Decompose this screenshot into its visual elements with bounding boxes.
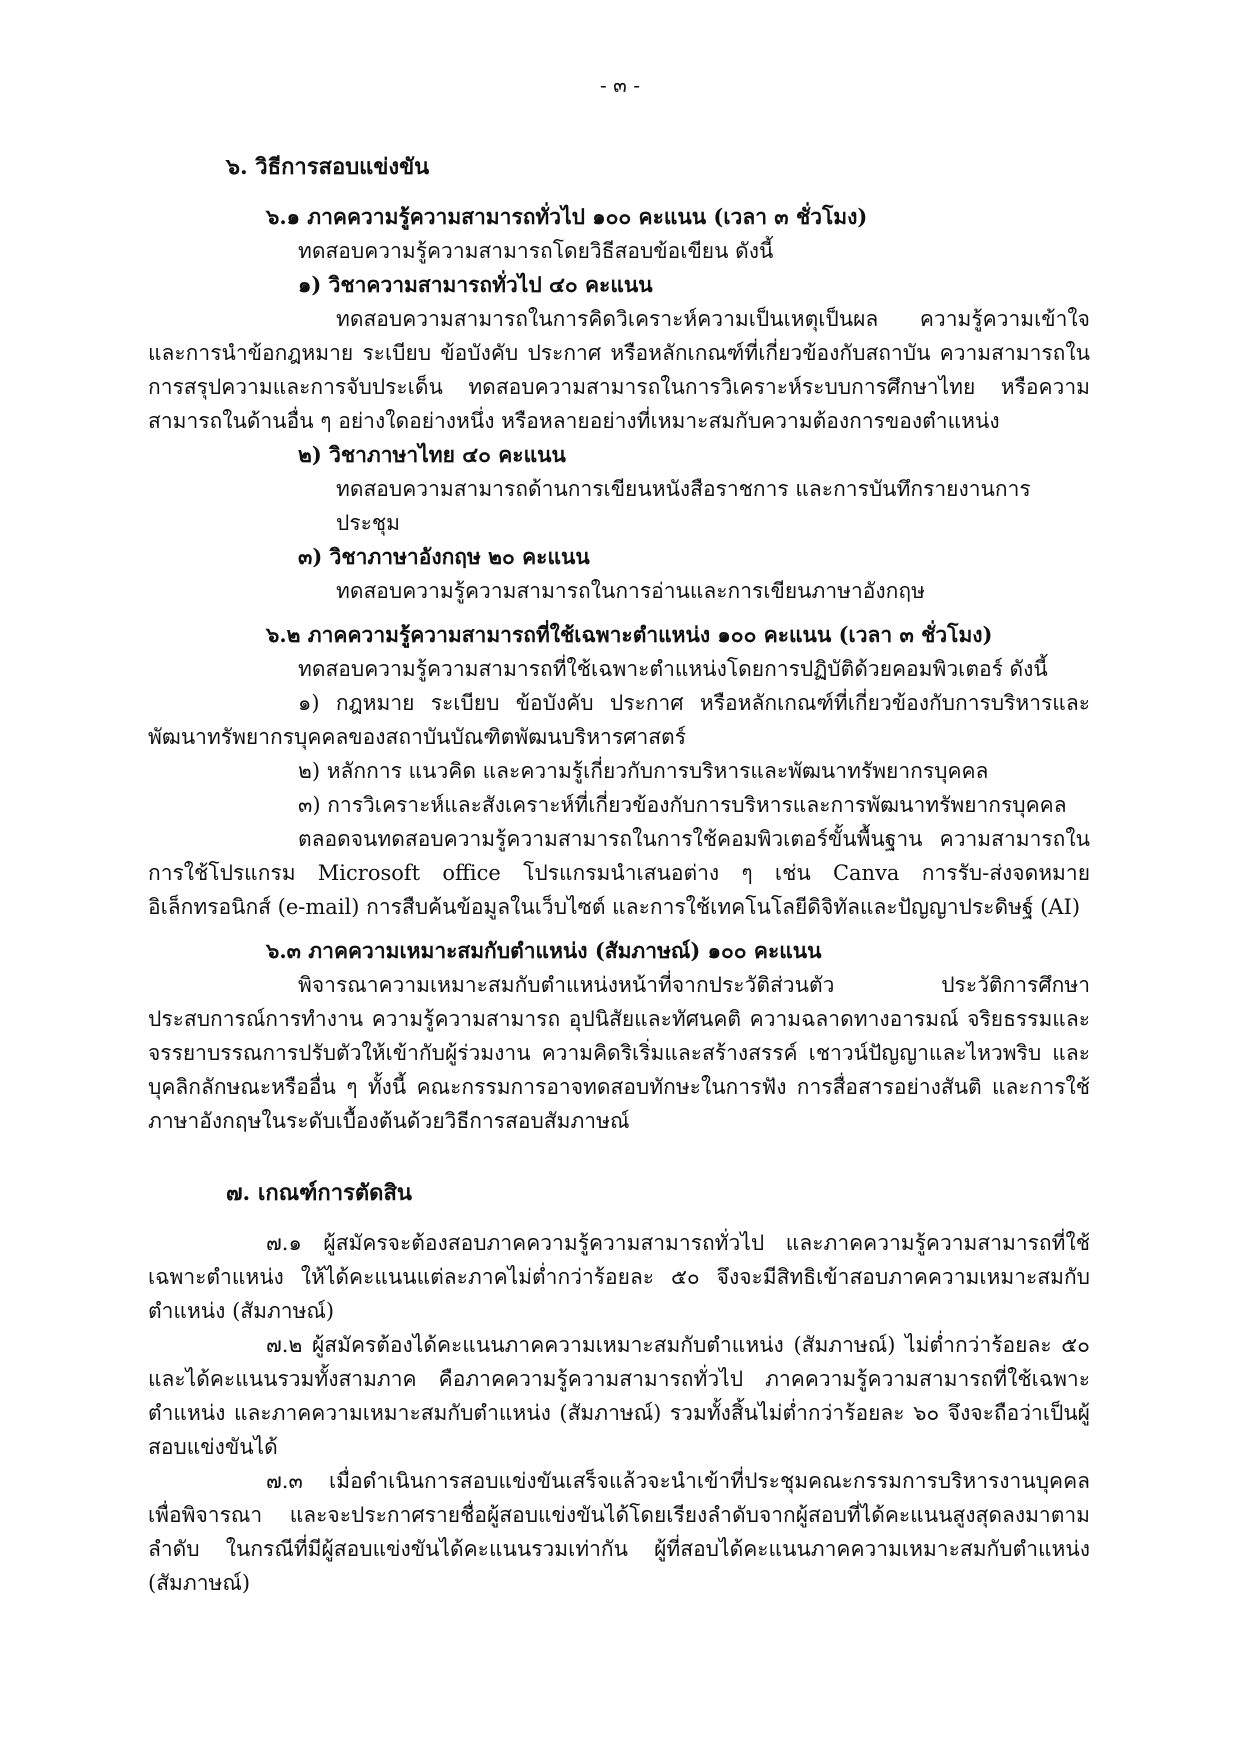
section-6-1-item-1-heading: ๑) วิชาความสามารถทั่วไป ๔๐ คะแนน bbox=[298, 272, 653, 297]
section-6-2-item-2: ๒) หลักการ แนวคิด และความรู้เกี่ยวกับการบริหารและพัฒนาทรัพยากรบุคคล bbox=[298, 759, 989, 783]
section-6-2-item-3: ๓) การวิเคราะห์และสังเคราะห์ที่เกี่ยวข้องกับการบริหารและการพัฒนาทรัพยากรบุคคล bbox=[298, 793, 1067, 817]
section-7-2-text: ๗.๒ ผู้สมัครต้องได้คะแนนภาคความเหมาะสมกับตำแหน่ง (สัมภาษณ์) ไม่ต่ำกว่าร้อยละ ๕๐ และได้คะแนนรวมทั้งสามภาค คือภาคความรู้ความสามารถทั่วไป ภาคความรู้ความสามารถที่ใช้เฉพาะตำแหน่ง และภาคความเหมาะสมกับตำแหน่ง (สัมภาษณ์) รวมทั้งสิ้นไม่ต่ำกว่าร้อยละ ๖๐ จึงจะถือว่าเป็นผู้สอบแข่งขันได้ bbox=[148, 1333, 1090, 1459]
section-6-1-item-2-text: ทดสอบความสามารถด้านการเขียนหนังสือราชการ และการบันทึกรายงานการประชุม bbox=[336, 477, 1031, 535]
section-6-1-item-1-text: ทดสอบความสามารถในการคิดวิเคราะห์ความเป็นเหตุเป็นผล ความรู้ความเข้าใจและการนำข้อกฎหมาย ระเบียบ ข้อบังคับ ประกาศ หรือหลักเกณฑ์ที่เกี่ยวข้องกับสถาบัน ความสามารถในการสรุปความและการจับประเด็น ทดสอบความสามารถในการวิเคราะห์ระบบการศึกษาไทย หรือความสามารถในด้านอื่น ๆ อย่างใดอย่างหนึ่ง หรือหลายอย่างที่เหมาะสมกับความต้องการของตำแหน่ง bbox=[148, 307, 1090, 433]
section-6-1-item-2-heading: ๒) วิชาภาษาไทย ๔๐ คะแนน bbox=[298, 442, 566, 467]
section-7-heading: ๗. เกณฑ์การตัดสิน bbox=[226, 1180, 412, 1206]
section-6-1-heading: ๖.๑ ภาคความรู้ความสามารถทั่วไป ๑๐๐ คะแนน (เวลา ๓ ชั่วโมง) bbox=[266, 204, 868, 229]
section-7-1-text: ๗.๑ ผู้สมัครจะต้องสอบภาคความรู้ความสามารถทั่วไป และภาคความรู้ความสามารถที่ใช้เฉพาะตำแหน่ง ให้ได้คะแนนแต่ละภาคไม่ต่ำกว่าร้อยละ ๕๐ จึงจะมีสิทธิเข้าสอบภาคความเหมาะสมกับตำแหน่ง (สัมภาษณ์) bbox=[148, 1231, 1090, 1323]
section-6-3-heading: ๖.๓ ภาคความเหมาะสมกับตำแหน่ง (สัมภาษณ์) ๑๐๐ คะแนน bbox=[266, 938, 822, 963]
section-7-3-text: ๗.๓ เมื่อดำเนินการสอบแข่งขันเสร็จแล้วจะนำเข้าที่ประชุมคณะกรรมการบริหารงานบุคคลเพื่อพิจารณา และจะประกาศรายชื่อผู้สอบแข่งขันได้โดยเรียงลำดับจากผู้สอบที่ได้คะแนนสูงสุดลงมาตามลำดับ ในกรณีที่มีผู้สอบแข่งขันได้คะแนนรวมเท่ากัน ผู้ที่สอบได้คะแนนภาคความเหมาะสมกับตำแหน่ง (สัมภาษณ์) bbox=[148, 1469, 1090, 1595]
document-content bbox=[148, 150, 1090, 1600]
section-6-1-intro: ทดสอบความรู้ความสามารถโดยวิธีสอบข้อเขียน ดังนี้ bbox=[298, 239, 774, 263]
page-number: - ๓ - bbox=[600, 73, 640, 97]
section-6-2-heading: ๖.๒ ภาคความรู้ความสามารถที่ใช้เฉพาะตำแหน่ง ๑๐๐ คะแนน (เวลา ๓ ชั่วโมง) bbox=[266, 622, 993, 647]
section-6-1-item-3-text: ทดสอบความรู้ความสามารถในการอ่านและการเขียนภาษาอังกฤษ bbox=[336, 579, 925, 603]
section-6-2-item-1: ๑) กฎหมาย ระเบียบ ข้อบังคับ ประกาศ หรือหลักเกณฑ์ที่เกี่ยวข้องกับการบริหารและพัฒนาทรัพยากรบุคคลของสถาบันบัณฑิตพัฒนบริหารศาสตร์ bbox=[148, 691, 1090, 749]
section-6-2-closing: ตลอดจนทดสอบความรู้ความสามารถในการใช้คอมพิวเตอร์ขั้นพื้นฐาน ความสามารถในการใช้โปรแกรม Microsoft office โปรแกรมนำเสนอต่าง ๆ เช่น Canva การรับ-ส่งจดหมายอิเล็กทรอนิกส์ (e-mail) การสืบค้นข้อมูลในเว็บไซต์ และการใช้เทคโนโลยีดิจิทัลและปัญญาประดิษฐ์ (AI) bbox=[148, 827, 1090, 919]
section-6-3-text: พิจารณาความเหมาะสมกับตำแหน่งหน้าที่จากประวัติส่วนตัว ประวัติการศึกษา ประสบการณ์การทำงาน ความรู้ความสามารถ อุปนิสัยและทัศนคติ ความฉลาดทางอารมณ์ จริยธรรมและจรรยาบรรณการปรับตัวให้เข้ากับผู้ร่วมงาน ความคิดริเริ่มและสร้างสรรค์ เชาวน์ปัญญาและไหวพริบ และบุคลิกลักษณะหรืออื่น ๆ ทั้งนี้ คณะกรรมการอาจทดสอบทักษะในการฟัง การสื่อสารอย่างสันติ และการใช้ภาษาอังกฤษในระดับเบื้องต้นด้วยวิธีการสอบสัมภาษณ์ bbox=[148, 973, 1090, 1133]
section-6-heading: ๖. วิธีการสอบแข่งขัน bbox=[226, 154, 430, 180]
section-6-2-intro: ทดสอบความรู้ความสามารถที่ใช้เฉพาะตำแหน่งโดยการปฏิบัติด้วยคอมพิวเตอร์ ดังนี้ bbox=[298, 657, 1048, 681]
section-6-1-item-3-heading: ๓) วิชาภาษาอังกฤษ ๒๐ คะแนน bbox=[298, 544, 590, 569]
